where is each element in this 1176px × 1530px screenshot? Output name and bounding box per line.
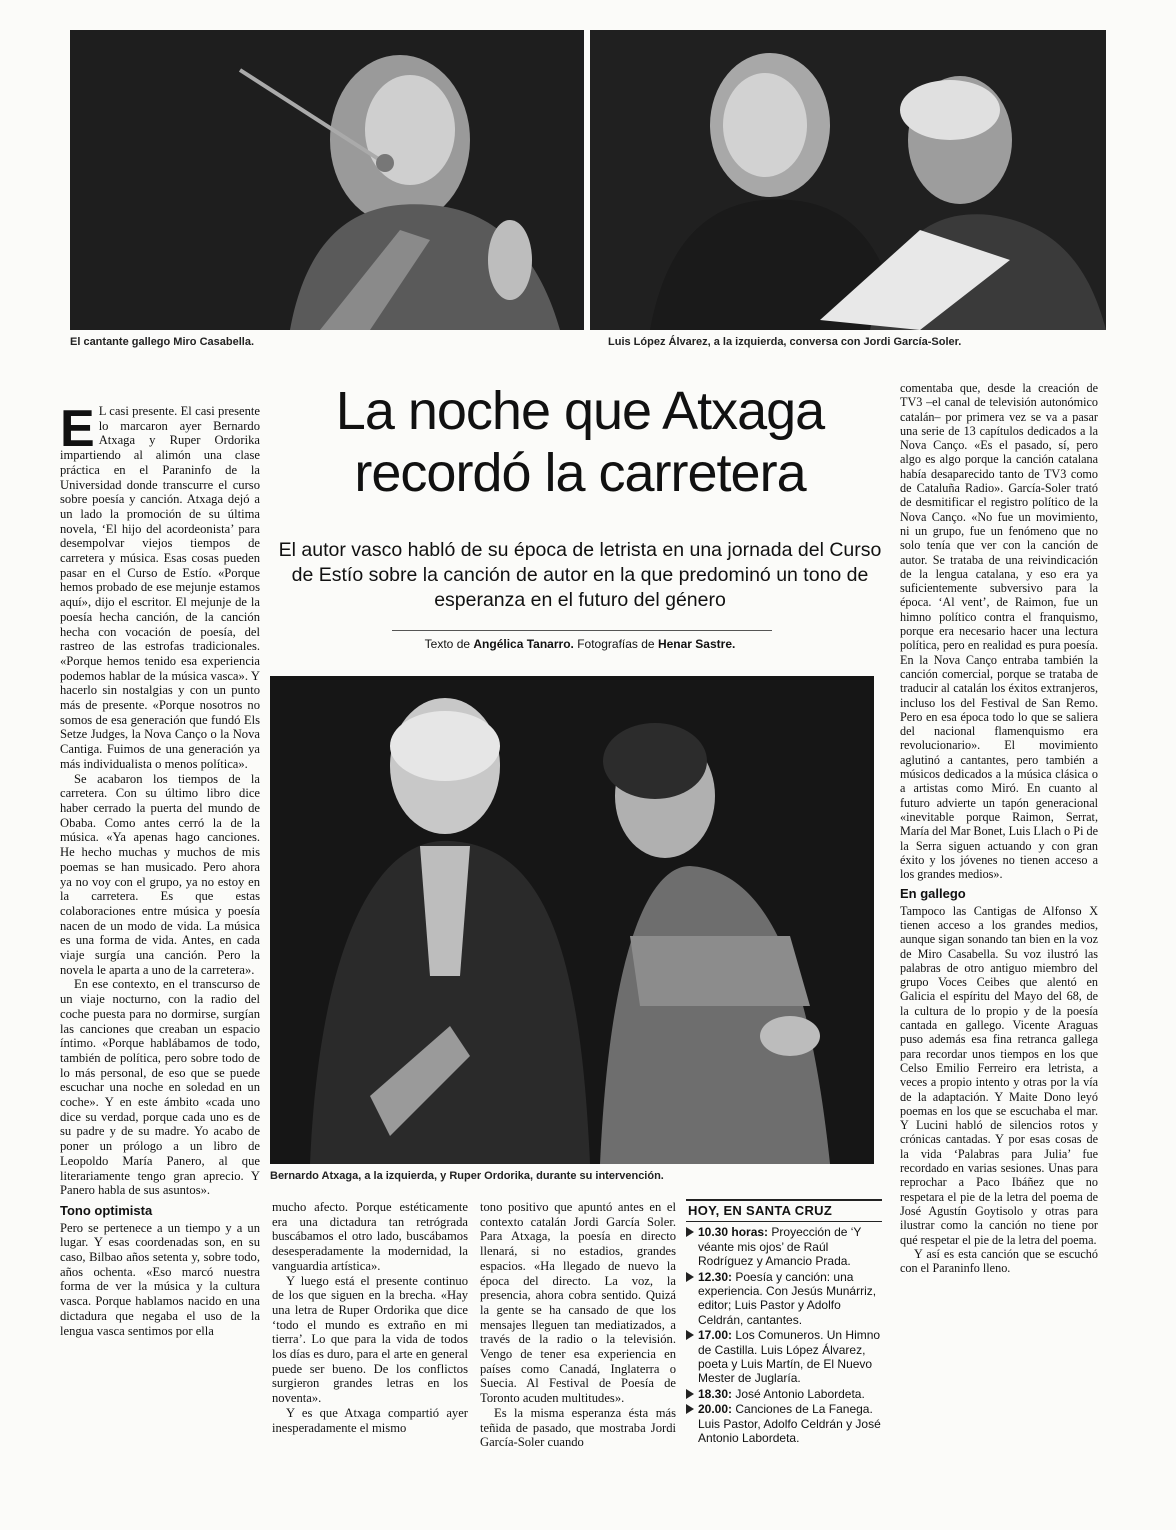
paragraph: En ese contexto, en el transcurso de un viaje nocturno, con la radio del coche puesta para no dormirse, surgían las canciones que creaban un espacio íntimo. «Porque hablábamos de todo, también de política, pero sobre todo de lo más personal, de eso que se puede escuchar una noche en soledad en un coche». Y en este ámbito «cada uno dice su verdad, porque cada uno es de su padre y de su madre. Yo acabo de poner un prólogo a un libro de Leopoldo María Panero, al que literariamente tengo gran aprecio. Y Panero habla de sus asuntos». xyxy=(60,977,260,1198)
article-column-4 xyxy=(900,381,1098,1275)
photo-lopez-garcia-soler xyxy=(590,30,1106,330)
bullet-triangle-icon xyxy=(686,1404,694,1414)
paragraph: Y es que Atxaga compartió ayer inesperadamente el mismo xyxy=(272,1405,468,1435)
photo-miro-casabella xyxy=(70,30,584,330)
schedule-item xyxy=(686,1328,882,1386)
paragraph: mucho afecto. Porque estéticamente era una dictadura tan retrógrada buscábamos el otro lado, buscábamos desesperadamente la modernidad, la vanguardia artística». xyxy=(272,1200,468,1273)
paragraph: Pero se pertenece a un tiempo y a un lugar. Y esas coordenadas son, en su caso, Bilbao años setenta y, sobre todo, años ochenta. «Eso marcó nuestra forma de ver la música y la cultura vasca. Porque hablamos nacido en una dictadura que negaba el uso de la lengua vasca sentimos por ella xyxy=(60,1220,260,1338)
credit-rule xyxy=(392,630,772,631)
byline-photo-prefix: Fotografías de xyxy=(577,637,655,651)
paragraph: Es la misma esperanza ésta más teñida de pasado, que mostraba Jordi García-Soler cuando xyxy=(480,1405,676,1450)
bullet-triangle-icon xyxy=(686,1272,694,1282)
schedule-item xyxy=(686,1387,882,1401)
schedule-item xyxy=(686,1225,882,1268)
caption-top-left: El cantante gallego Miro Casabella. xyxy=(70,336,254,348)
schedule-text: Los Comuneros. Un Himno de Castilla. Luis López Álvarez, poeta y Luis Martín, de El Nuevo Mester de Juglaría. xyxy=(698,1328,881,1386)
byline xyxy=(270,637,890,651)
schedule-time: 18.30: xyxy=(698,1386,733,1401)
bullet-triangle-icon xyxy=(686,1227,694,1237)
section-heading: En gallego xyxy=(900,886,966,902)
section-heading: Tono optimista xyxy=(60,1202,153,1218)
subheadline: El autor vasco habló de su época de letrista en una jornada del Curso de Estío sobre la canción de autor en la que predominó un tono de esperanza en el futuro del género xyxy=(278,539,882,611)
schedule-time: 10.30 horas: xyxy=(698,1225,769,1240)
byline-photographer: Henar Sastre. xyxy=(657,637,736,651)
article-column-1 xyxy=(60,400,260,1338)
paragraph: comentaba que, desde la creación de TV3 –el canal de televisión autonómico catalán– por primera vez se va a pasar una serie de 13 capítulos dedicados a la Nova Canço. «Es el pasado, sí, pero algo es algo porque la canción catalana había desaparecido tanto de TV3 como de Cataluña Radio». García-Soler trató de desmitificar el registro político de la Nova Canço. «No fue un movimiento, ni un grupo, fue un fenómeno que no solo tenía que ver con la canción de autor. Se trataba de una reivindicación de la lengua catalana, y eso era ya suficientemente subversivo para la época. ‘Al vent’, de Raimon, fue un himno político contra el franquismo, porque era necesario hacer una lectura política, pero en realidad es pura poesía. En la Nova Canço entraba también la canción comercial, porque se trataba de traducir al catalán los éxitos extranjeros, incluso los del Festival de San Remo. Pero en esa época todo lo que se saliera del nacional flamenquismo era revolucionario». El movimiento aglutinó a cantantes, pero también a músicos dedicados a la música clásica o a artistas como Miró. En cuanto al futuro advierte un tapón generacional «inevitable porque Raimon, Serrat, María del Mar Bonet, Luis Llach o Pi de la Serra siguen actuando y con gran éxito y los jóvenes no tienen acceso a los grandes medios». xyxy=(900,381,1098,882)
paragraph: Y así es esta canción que se escuchó con el Paraninfo lleno. xyxy=(900,1246,1098,1276)
schedule-time: 20.00: xyxy=(698,1402,733,1417)
paragraph-text: L casi presente. El casi presente lo marcaron ayer Bernardo Atxaga y Ruper Ordorika impartiendo al alimón una clase práctica en el Paraninfo de la Universidad donde transcurre el curso sobre poesía y canción. Atxaga dejó a un lado la promoción de su última novela, ‘El hijo del acordeonista’ para desempolvar viejos tiempos de carretera y música. Esas cosas pueden pasar en el Curso de Estío. «Porque hemos probado de ese mejunje estamos aquí», dijo el escritor. El mejunje de la poesía hecha canción, de la canción hecha con vocación de poesía, del rastreo de las estrofas tradicionales. «Porque hemos tenido esa experiencia podemos hablar de la música vasca». Y hacerlo sin nostalgias y con un punto más de presente. «Porque nosotros no somos de esa generación que fundó Els Setze Judges, la Nova Canço o la Nova Cantiga. Fuimos de una generación ya más individualista o menos política». xyxy=(60,404,260,771)
article-column-3 xyxy=(480,1200,676,1450)
caption-center: Bernardo Atxaga, a la izquierda, y Ruper Ordorika, durante su intervención. xyxy=(270,1170,664,1182)
bullet-triangle-icon xyxy=(686,1330,694,1340)
schedule-text: Poesía y canción: una experiencia. Con Jesús Munárriz, editor; Luis Pastor y Adolfo Celdrán, cantantes. xyxy=(698,1269,877,1327)
byline-author: Angélica Tanarro. xyxy=(473,637,574,651)
paragraph: Se acabaron los tiempos de la carretera. Con su último libro dice haber cerrado la puerta del mundo de Obaba. Como antes cerró la de la música. «Ya apenas hago canciones. He hecho muchas y muchos de mis poemas se han musicado. Pero ahora ya no voy con el grupo, ya no estoy en la carretera. Es que estas colaboraciones entre música y poesía nacen de un modo de vida. La música es una forma de vida. Antes, en cada viaje surgía una canción. Pero la novela le aparta a uno de la carretera». xyxy=(60,771,260,977)
schedule-time: 12.30: xyxy=(698,1269,733,1284)
photo-atxaga-ordorika-art xyxy=(270,676,874,1164)
headline-line-1: La noche que Atxaga xyxy=(335,381,825,441)
photo-lopez-garcia-soler-art xyxy=(590,30,1106,330)
drop-cap: E xyxy=(60,400,95,458)
paragraph: Tampoco las Cantigas de Alfonso X tienen acceso a los grandes medios, aunque sigan sonando tan bien en la voz de Miro Casabella. Su voz ilustró las palabras de otro antiguo miembro del grupo Voces Ceibes que alentó en Galicia el espíritu del Mayo del 68, de la cultura de lo propio y de la poesía cantada en gallego. Vicente Araguas puso además esa fina retranca gallega para recordar unos tiempos en los que Celso Emilio Ferreiro era letrista, a veces a propio intento y otras por la vía de la adaptación. Y Maite Dono leyó poemas en los que se escuchaba el mar. Y Lucini habló de silencios rotos y crónicas cantadas. Y por esas cosas de la vida ‘Palabras para Julia’ fue recordado en varias sesiones. Unas para reprochar a Paco Ibáñez que no respetara el pie de la letra del poema de José Agustín Goytisolo y otras para ilustrar como la canción no tiene por qué respetar el pie de la letra del poema. xyxy=(900,903,1098,1247)
paragraph: tono positivo que apuntó antes en el contexto catalán Jordi García Soler. Para Atxaga, la poesía en directo llenará, si no estadios, grandes espacios. «Ha llegado de nuevo la época del directo. La voz, la presencia, ahora cobra sentido. Quizá la gente se ha cansado de que los mensajes lleguen tan mediatizados, a través de la radio o la televisión. Vengo de tener esa experiencia en países como Canadá, Inglaterra o Suecia. Al Festival de Poesía de Toronto acuden multitudes». xyxy=(480,1200,676,1406)
headline-line-2: recordó la carretera xyxy=(354,443,806,503)
schedule-text: Canciones de La Fanega. Luis Pastor, Adolfo Celdrán y José Antonio Labordeta. xyxy=(698,1402,881,1446)
schedule-title: HOY, EN SANTA CRUZ xyxy=(686,1199,882,1222)
schedule-text: José Antonio Labordeta. xyxy=(735,1386,865,1401)
paragraph: Y luego está el presente continuo de los que siguen en la brecha. «Hay una letra de Ruper Ordorika que dice ‘todo el mundo es extraño en mi tierra’. Lo que para la vida de todos los días es duro, para el arte en general puede ser bueno. De los conflictos surgieron grandes letras en los noventa». xyxy=(272,1273,468,1406)
schedule-item xyxy=(686,1402,882,1445)
bullet-triangle-icon xyxy=(686,1389,694,1399)
caption-top-right: Luis López Álvarez, a la izquierda, conversa con Jordi García-Soler. xyxy=(608,336,962,348)
schedule-time: 17.00: xyxy=(698,1328,733,1343)
article-column-2 xyxy=(272,1200,468,1435)
photo-atxaga-ordorika xyxy=(270,676,874,1164)
photo-miro-casabella-art xyxy=(70,30,584,330)
schedule-item xyxy=(686,1270,882,1328)
schedule-text: Proyección de ‘Y véante mis ojos’ de Raúl Rodríguez y Amancio Prada. xyxy=(698,1225,862,1269)
schedule-box xyxy=(686,1199,882,1447)
byline-text-prefix: Texto de xyxy=(424,637,471,651)
headline xyxy=(270,380,890,504)
paragraph xyxy=(60,400,260,772)
